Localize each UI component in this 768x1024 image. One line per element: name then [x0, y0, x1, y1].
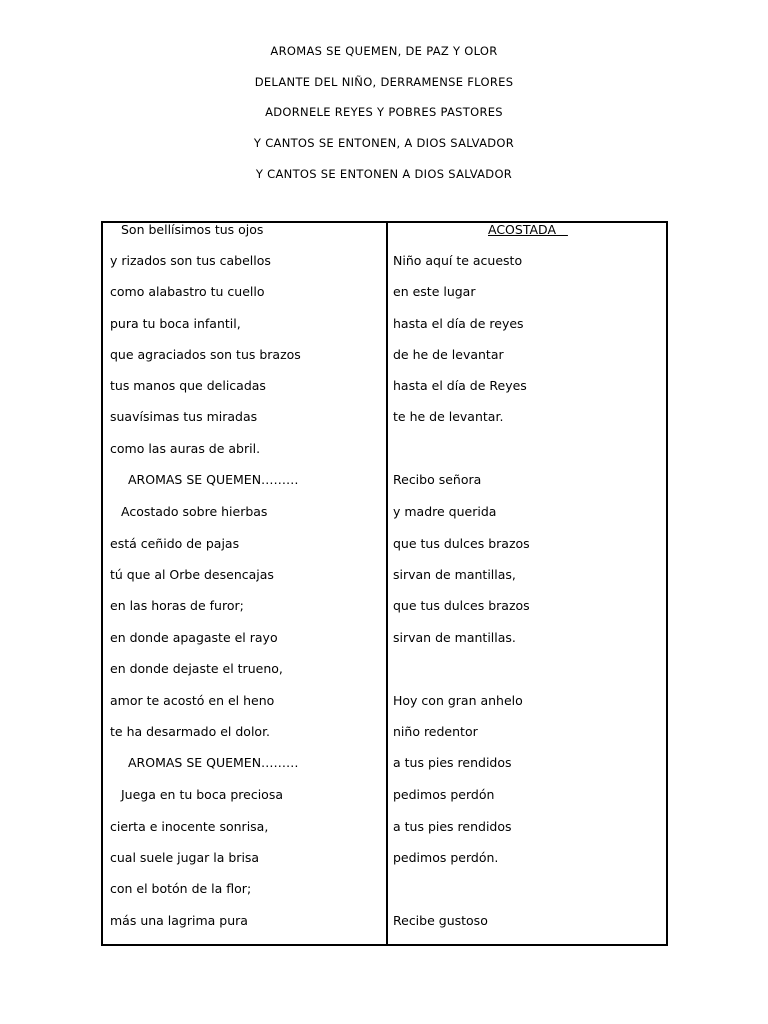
verse-line: amor te acostó en el heno [110, 693, 275, 708]
verse-line: como las auras de abril. [110, 441, 261, 456]
verse-line: te he de levantar. [393, 409, 504, 424]
header-line: ADORNELE REYES Y POBRES PASTORES [265, 105, 503, 119]
verse-line: y madre querida [393, 504, 497, 519]
verse-line: tus manos que delicadas [110, 378, 266, 393]
verse-line: que tus dulces brazos [393, 536, 530, 551]
verse-line: y rizados son tus cabellos [110, 253, 271, 268]
verse-line: pedimos perdón [393, 787, 495, 802]
verse-line: a tus pies rendidos [393, 755, 512, 770]
verse-line: que agraciados son tus brazos [110, 347, 301, 362]
header-line: DELANTE DEL NIÑO, DERRAMENSE FLORES [254, 75, 514, 89]
verse-line: hasta el día de Reyes [393, 378, 527, 393]
verse-line: hasta el día de reyes [393, 316, 524, 331]
verse-line: más una lagrima pura [110, 913, 248, 928]
chorus-line: AROMAS SE QUEMEN……… [128, 755, 299, 770]
verse-line: tú que al Orbe desencajas [110, 567, 274, 582]
header-line: Y CANTOS SE ENTONEN A DIOS SALVADOR [255, 167, 513, 181]
verse-line: suavísimas tus miradas [110, 409, 258, 424]
chorus-line: AROMAS SE QUEMEN……… [128, 472, 299, 487]
verse-line: sirvan de mantillas, [393, 567, 516, 582]
verse-line: en donde dejaste el trueno, [110, 661, 283, 676]
verse-line: niño redentor [393, 724, 478, 739]
right-column [388, 223, 668, 944]
verse-line: en donde apagaste el rayo [110, 630, 278, 645]
verse-line: sirvan de mantillas. [393, 630, 516, 645]
verse-line: Acostado sobre hierbas [121, 504, 268, 519]
verse-line: en este lugar [393, 284, 476, 299]
verse-line: de he de levantar [393, 347, 504, 362]
verse-line: con el botón de la flor; [110, 881, 252, 896]
verse-line: Recibe gustoso [393, 913, 488, 928]
left-column [103, 223, 386, 944]
verse-line: cierta e inocente sonrisa, [110, 819, 269, 834]
header-line: Y CANTOS SE ENTONEN, A DIOS SALVADOR [253, 136, 515, 150]
verse-line: Juega en tu boca preciosa [121, 787, 283, 802]
verse-line: pura tu boca infantil, [110, 316, 241, 331]
verse-line: a tus pies rendidos [393, 819, 512, 834]
verse-line: Niño aquí te acuesto [393, 253, 523, 268]
verse-line: te ha desarmado el dolor. [110, 724, 271, 739]
header-line: AROMAS SE QUEMEN, DE PAZ Y OLOR [270, 44, 498, 58]
verse-line: que tus dulces brazos [393, 598, 530, 613]
verse-line: Hoy con gran anhelo [393, 693, 523, 708]
verse-line: pedimos perdón. [393, 850, 499, 865]
verse-line: como alabastro tu cuello [110, 284, 265, 299]
verse-line: en las horas de furor; [110, 598, 244, 613]
poem-table [101, 221, 668, 946]
song-title: ACOSTADA [488, 222, 568, 237]
verse-line: Son bellísimos tus ojos [121, 222, 264, 237]
verse-line: está ceñido de pajas [110, 536, 240, 551]
verse-line: Recibo señora [393, 472, 482, 487]
verse-line: cual suele jugar la brisa [110, 850, 260, 865]
